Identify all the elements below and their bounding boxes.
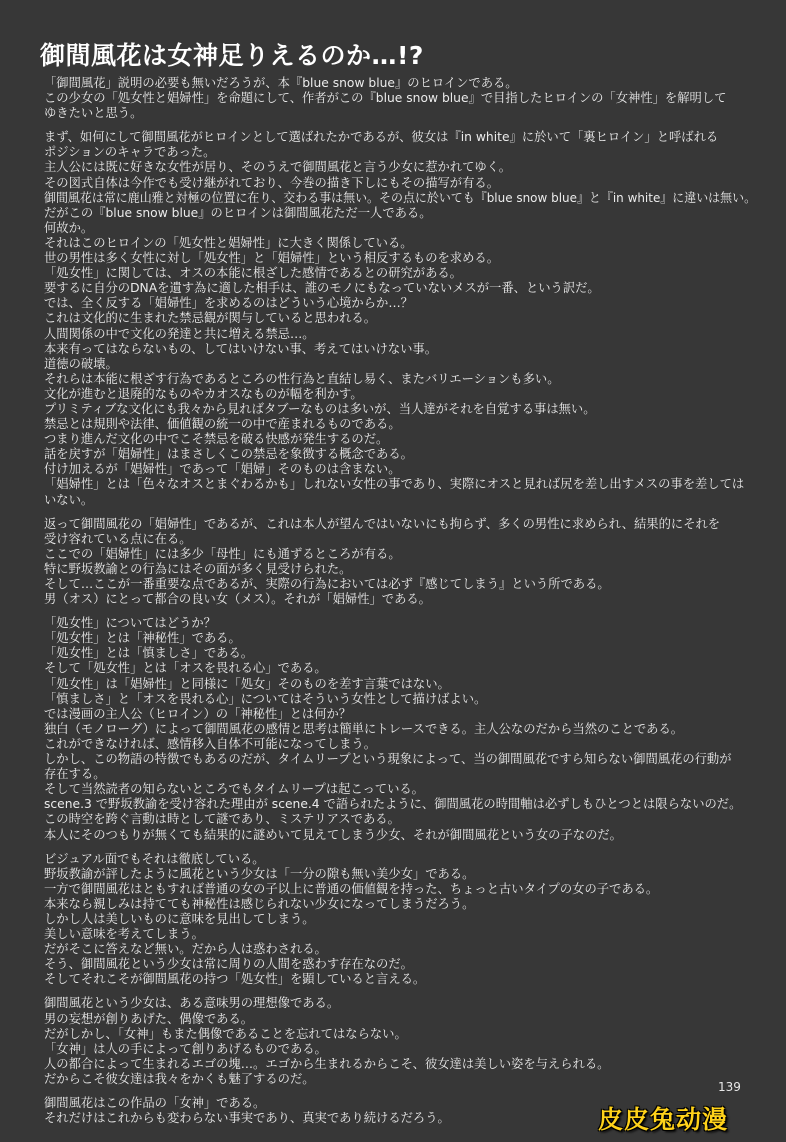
text-line: 何故か。 <box>44 220 94 235</box>
text-line: 御間風花はこの作品の「女神」である。 <box>44 1096 266 1110</box>
text-line: 一方で御間風花はともすれば普通の女の子以上に普通の価値観を持った、ちょっと古いタイプの女の子である。 <box>44 881 659 896</box>
text-line: 御間風花という少女は、ある意味男の理想像である。 <box>44 996 340 1011</box>
text-line: 本来有ってはならないもの、してはいけない事、考えてはいけない事。 <box>44 341 438 356</box>
text-line: 道徳の破壊。 <box>44 356 118 371</box>
text-line: 話を戻すが「娼婦性」はまさしくこの禁忌を象徴する概念である。 <box>44 447 413 462</box>
text-line: 男の妄想が創りあげた、偶像である。 <box>44 1011 254 1026</box>
text-line: これができなければ、感情移入自体不可能になってしまう。 <box>44 736 377 751</box>
text-line: ポジションのキャラであった。 <box>44 145 216 160</box>
text-line: いない。 <box>44 492 94 507</box>
paragraph <box>44 517 756 608</box>
watermark-logo: 皮皮兔动漫 <box>598 1105 729 1134</box>
text-line: 付け加えるが「娼婦性」であって「娼婦」そのものは含まない。 <box>44 462 401 477</box>
text-line: だがしかし、「女神」もまた偶像であることを忘れてはならない。 <box>44 1026 407 1041</box>
text-line: それらは本能に根ざす行為であるところの性行為と直結し易く、またバリエーションも多い。 <box>44 371 560 386</box>
page-number: 139 <box>718 1080 741 1094</box>
text-line: ゆきたいと思う。 <box>44 106 143 121</box>
text-line: 本来なら親しみは持てても神秘性は感じられない少女になってしまうだろう。 <box>44 896 475 911</box>
text-line: そう、御間風花という少女は常に周りの人間を惑わす存在なのだ。 <box>44 957 413 972</box>
paragraph <box>44 616 756 842</box>
text-line: 文化が進むと退廃的なものやカオスなものが幅を利かす。 <box>44 386 363 401</box>
text-line: 人間関係の中で文化の発達と共に増える禁忌…。 <box>44 326 315 341</box>
text-line: 特に野坂教諭との行為にはその面が多く見受けられた。 <box>44 561 352 576</box>
text-line: 御間風花は常に鹿山雅と対極の位置に在り、交わる事は無い。その点に於いても『blue snow blue』と『in white』に違いは無い。 <box>44 190 757 205</box>
text-line: そして当然読者の知らないところでもタイムリープは起こっている。 <box>44 782 424 797</box>
text-line: 返って御間風花の「娼婦性」であるが、これは本人が望んではいないにも拘らず、多くの男性に求められ、結果的にそれを <box>44 516 721 531</box>
text-line: 「御間風花」説明の必要も無いだろうが、本『blue snow blue』のヒロインである。 <box>44 76 518 90</box>
text-line: 「娼婦性」とは「色々なオスとまぐわるかも」しれない女性の事であり、実際にオスと見れば尻を差し出すメスの事を差しては <box>44 477 745 492</box>
text-line: その図式自体は今作でも受け継がれており、今巻の描き下しにもその描写が有る。 <box>44 175 499 190</box>
text-line: 人の都合によって生まれるエゴの塊…。エゴから生まれるからこそ、彼女達は美しい姿を与えられる。 <box>44 1056 610 1071</box>
text-line: 「処女性」は「娼婦性」と同様に「処女」そのものを差す言葉ではない。 <box>44 676 450 691</box>
text-line: ビジュアル面でもそれは徹底している。 <box>44 851 265 866</box>
text-line: まず、如何にして御間風花がヒロインとして選ばれたかであるが、彼女は『in white』に於いて「裏ヒロイン」と呼ばれる <box>44 130 719 145</box>
text-line: 「処女性」についてはどうか？ <box>44 616 216 631</box>
page-title: 御間風花は女神足りえるのか…!? <box>40 41 424 70</box>
paragraph <box>44 852 756 988</box>
text-line: 主人公には既に好きな女性が居り、そのうえで御間風花と言う少女に惹かれてゆく。 <box>44 160 512 175</box>
text-line: そして…ここが一番重要な点であるが、実際の行為においては必ず『感じてしまう』という所である。 <box>44 577 610 591</box>
text-line: 独白（モノローグ）によって御間風花の感情と思考は簡単にトレースできる。主人公なのだから当然のことである。 <box>44 721 684 736</box>
text-line: 「処女性」とは「慎ましさ」である。 <box>44 646 254 661</box>
text-line: 本人にそのつもりが無くても結果的に謎めいて見えてしまう少女、それが御間風花という女の子なのだ。 <box>44 827 622 842</box>
paragraph <box>44 130 756 507</box>
text-line: だがこの『blue snow blue』のヒロインは御間風花ただ一人である。 <box>44 205 432 220</box>
text-line: では、全く反する「娼婦性」を求めるのはどういう心境からか…？ <box>44 296 413 311</box>
paragraph <box>44 996 756 1087</box>
article-body <box>44 76 756 1135</box>
text-line: 「処女性」とは「神秘性」である。 <box>44 631 241 646</box>
text-line: 禁忌とは規則や法律、価値観の統一の中で産まれるものである。 <box>44 417 401 432</box>
text-line: 野坂教諭が評したように風花という少女は「一分の隙も無い美少女」である。 <box>44 866 475 881</box>
paragraph <box>44 76 756 121</box>
text-line: そして「処女性」とは「オスを畏れる心」である。 <box>44 661 327 676</box>
text-line: 要するに自分のDNAを遺す為に適した相手は、誰のモノにもなっていないメスが一番、という訳だ。 <box>44 281 600 296</box>
text-line: では漫画の主人公（ヒロイン）の「神秘性」とは何か？ <box>44 706 352 721</box>
text-line: しかし人は美しいものに意味を見出してしまう。 <box>44 911 315 926</box>
text-line: そしてそれこそが御間風花の持つ「処女性」を顕していると言える。 <box>44 972 426 987</box>
text-line: scene.3 で野坂教諭を受け容れた理由が scene.4 で語られたように、御間風花の時間軸は必ずしもひとつとは限らないのだ。 <box>44 797 742 812</box>
text-line: それだけはこれからも変わらない事実であり、真実であり続けるだろう。 <box>44 1111 450 1126</box>
text-line: 男（オス）にとって都合の良い女（メス）。それが「娼婦性」である。 <box>44 592 431 607</box>
text-line: それはこのヒロインの「処女性と娼婦性」に大きく関係している。 <box>44 235 413 250</box>
text-line: つまり進んだ文化の中でこそ禁忌を破る快感が発生するのだ。 <box>44 432 389 447</box>
text-line: ここでの「娼婦性」には多少「母性」にも通ずるところが有る。 <box>44 546 401 561</box>
text-line: 「女神」は人の手によって創りあげるものである。 <box>44 1041 327 1056</box>
text-line: 世の男性は多く女性に対し「処女性」と「娼婦性」という相反するものを求める。 <box>44 251 499 266</box>
text-line: 「処女性」に関しては、オスの本能に根ざした感情であるとの研究がある。 <box>44 266 462 281</box>
text-line: プリミティブな文化にも我々から見ればタブーなものは多いが、当人達がそれを自覚する事は無い。 <box>44 401 596 416</box>
text-line: 受け容れている点に在る。 <box>44 531 192 546</box>
text-line: この時空を跨ぐ言動は時として謎であり、ミステリアスである。 <box>44 812 400 827</box>
text-line: 美しい意味を考えてしまう。 <box>44 927 204 942</box>
text-line: しかし、この物語の特徴でもあるのだが、タイムリープという現象によって、当の御間風花ですら知らない御間風花の行動が <box>44 752 732 767</box>
text-line: 存在する。 <box>44 767 106 782</box>
text-line: これは文化的に生まれた禁忌観が関与していると思われる。 <box>44 311 377 326</box>
text-line: だがそこに答えなど無い。だから人は惑わされる。 <box>44 942 327 957</box>
text-line: 「慎ましさ」と「オスを畏れる心」についてはそういう女性として描けばよい。 <box>44 691 487 706</box>
text-line: この少女の「処女性と娼婦性」を命題にして、作者がこの『blue snow blue』で目指したヒロインの「女神性」を解明して <box>44 91 727 106</box>
text-line: だからこそ彼女達は我々をかくも魅了するのだ。 <box>44 1071 315 1086</box>
